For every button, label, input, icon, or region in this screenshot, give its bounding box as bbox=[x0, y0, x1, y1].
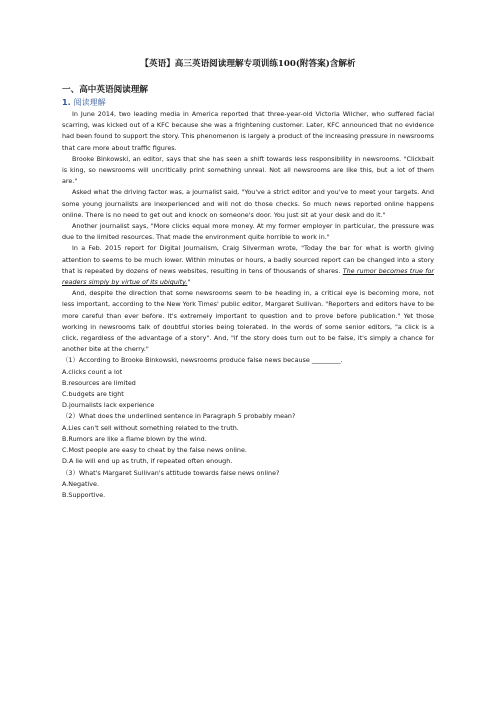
passage-paragraph-5 bbox=[62, 243, 434, 288]
q1-option-a: A.clicks count a lot bbox=[62, 367, 123, 376]
paragraph-5-end: " bbox=[187, 278, 191, 287]
q3-option-a: A.Negative. bbox=[62, 479, 100, 488]
section-heading: 一、高中英语阅读理解 bbox=[62, 85, 148, 95]
q2-option-c: C.Most people are easy to cheat by the false news online. bbox=[62, 446, 247, 455]
passage-paragraph-6: And, despite the direction that some newsrooms seem to be heading in, a critical eye is becoming more, not less important, according to the New York Times' public editor, Margaret Sullivan. "Reporters and editors have to be more careful than ever before. It's extremely important to question and to prove before publication." Yet those working in newsrooms talk of doubtful stories being tolerated. In the words of some senior editors, "a click is a click, regardless of the advantage of a story". And, "if the story does turn out to be false, it's simply a chance for another bite at the cherry." bbox=[62, 289, 434, 354]
question-1: （1）According to Brooke Binkowski, newsrooms produce false news because _________. bbox=[62, 356, 343, 365]
document-title: 【英语】高三英语阅读理解专项训练100(附答案)含解析 bbox=[140, 59, 356, 69]
document-page bbox=[62, 58, 434, 501]
question-number: 1. bbox=[62, 98, 71, 107]
q2-option-a: A.Lies can't sell without something related to the truth. bbox=[62, 423, 239, 432]
paragraph-5-text: In a Feb. 2015 report for Digital Journalism, Craig Silverman wrote, "Today the bar for what is worth giving attention to seems to be much lower. Within minutes or hours, a badly sourced report can be changed into a story that is repeated by dozens of news websites, resulting in tens of thousands of shares. bbox=[62, 244, 434, 275]
passage-paragraph-4: Another journalist says, "More clicks equal more money. At my former employer in particular, the pressure was due to the limited resources. That made the environment quite horrible to work in." bbox=[62, 222, 434, 242]
question-heading bbox=[62, 97, 434, 108]
passage-paragraph-1: In June 2014, two leading media in America reported that three-year-old Victoria Wilcher, who suffered facial scarring, was kicked out of a KFC because she was a frightening customer. Later, KFC announced that no evidence had been found to support the story. This phenomenon is largely a product of the increasing pressure in newsrooms that care more about traffic figures. bbox=[62, 110, 434, 152]
q1-option-c: C.budgets are tight bbox=[62, 390, 124, 399]
q3-option-b: B.Supportive. bbox=[62, 490, 106, 499]
q2-option-b: B.Rumors are like a flame blown by the wind. bbox=[62, 434, 207, 443]
passage-paragraph-3: Asked what the driving factor was, a journalist said, "You've a strict editor and you've to meet your targets. And some young journalists are inexperienced and will not do those checks. So much news reported online happens online. There is no need to get out and knock on someone's door. You just sit at your desk and do it." bbox=[62, 188, 434, 219]
passage-paragraph-2: Brooke Binkowski, an editor, says that she has seen a shift towards less responsibility in newsrooms. "Clickbait is king, so newsrooms will uncritically print something unreal. Not all newsrooms are like this, but a lot of them are." bbox=[62, 154, 434, 186]
question-3: （3）What's Margaret Sullivan's attitude towards false news online? bbox=[62, 468, 280, 477]
question-label: 阅读理解 bbox=[73, 98, 106, 107]
q2-option-d: D.A lie will end up as truth, if repeated often enough. bbox=[62, 457, 233, 466]
q1-option-b: B.resources are limited bbox=[62, 378, 136, 387]
q1-option-d: D.journalists lack experience bbox=[62, 401, 155, 410]
underlined-sentence: The rumor becomes true for readers simply by virtue of its ubiquity. bbox=[62, 266, 434, 287]
question-2: （2）What does the underlined sentence in Paragraph 5 probably mean? bbox=[62, 412, 296, 421]
